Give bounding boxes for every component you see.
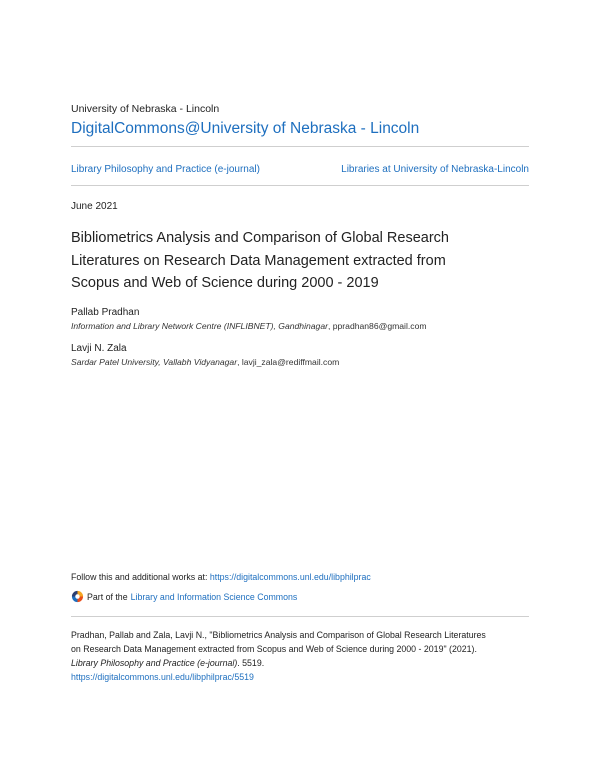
citation-line bbox=[71, 670, 536, 684]
affiliation-text: Sardar Patel University, Vallabh Vidyanagar bbox=[71, 357, 238, 367]
citation-url-link[interactable]: https://digitalcommons.unl.edu/libphilprac/5519 bbox=[71, 672, 254, 682]
digital-commons-icon bbox=[71, 590, 84, 603]
follow-url-link[interactable]: https://digitalcommons.unl.edu/libphilprac bbox=[209, 572, 371, 582]
citation-line bbox=[71, 656, 536, 670]
part-of-text: Part of the bbox=[87, 591, 128, 602]
article-title bbox=[71, 227, 531, 295]
citation-journal: Library Philosophy and Practice (e-journal) bbox=[71, 658, 238, 668]
series-link[interactable]: Library Philosophy and Practice (e-journal) bbox=[71, 164, 260, 175]
part-of-line bbox=[71, 590, 297, 603]
divider bbox=[71, 616, 529, 617]
parent-collection-link[interactable]: Libraries at University of Nebraska-Lincoln bbox=[341, 164, 529, 175]
affiliation-text: Information and Library Network Centre (INFLIBNET), Gandhinagar bbox=[71, 321, 328, 331]
title-line: Literatures on Research Data Management extracted from bbox=[71, 252, 446, 269]
author-affiliation bbox=[71, 357, 339, 367]
citation-number: . 5519. bbox=[237, 658, 265, 668]
divider bbox=[71, 146, 529, 147]
author-email: , ppradhan86@gmail.com bbox=[327, 321, 427, 331]
title-line: Bibliometrics Analysis and Comparison of Global Research bbox=[71, 230, 449, 246]
author-name: Lavji N. Zala bbox=[71, 343, 127, 354]
follow-line bbox=[71, 572, 371, 582]
discipline-link[interactable]: Library and Information Science Commons bbox=[130, 591, 298, 602]
author-name: Pallab Pradhan bbox=[71, 307, 140, 318]
site-name-link[interactable]: DigitalCommons@University of Nebraska - Lincoln bbox=[71, 120, 420, 137]
institution-name: University of Nebraska - Lincoln bbox=[71, 103, 220, 115]
citation-line: on Research Data Management extracted from Scopus and Web of Science during 2000 - 2019" (2021). bbox=[71, 644, 477, 654]
citation-line: Pradhan, Pallab and Zala, Lavji N., "Bibliometrics Analysis and Comparison of Global Research Literatures bbox=[71, 630, 486, 640]
publication-date: June 2021 bbox=[71, 201, 118, 212]
recommended-citation bbox=[71, 628, 536, 684]
author-email: , lavji_zala@rediffmail.com bbox=[237, 357, 340, 367]
title-line: Scopus and Web of Science during 2000 - 2019 bbox=[71, 275, 379, 291]
follow-text: Follow this and additional works at: bbox=[71, 572, 210, 582]
author-affiliation bbox=[71, 321, 427, 331]
divider bbox=[71, 185, 529, 186]
